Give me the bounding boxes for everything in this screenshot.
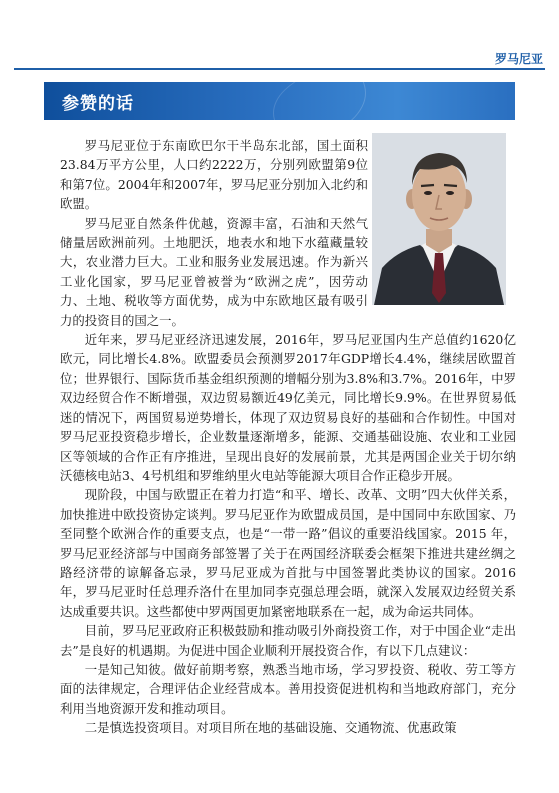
header-country-label: 罗马尼亚 — [494, 52, 543, 66]
paragraph-1: 罗马尼亚位于东南欧巴尔干半岛东北部，国土面积23.84万平方公里，人口约2222万，分别列欧盟第9位和第7位。2004年和2007年，罗马尼亚分别加入北约和欧盟。 — [60, 138, 368, 212]
paragraph-2: 罗马尼亚自然条件优越，资源丰富，石油和天然气储量居欧洲前列。土地肥沃，地表水和地下水蕴藏量较大，农业潜力巨大。工业和服务业发展迅速。作为新兴工业化国家，罗马尼亚曾被誉为“欧洲之虎”，因劳动力、土地、税收等方面优势，成为中东欧地区最有吸引力的投资目的国之一。 — [60, 215, 368, 328]
section-title: 参赞的话 — [62, 94, 134, 114]
section-banner — [44, 82, 515, 120]
paragraph-6: 一是知己知彼。做好前期考察，熟悉当地市场，学习罗投资、税收、劳工等方面的法律规定，合理评估企业经营成本。善用投资促进机构和当地政府部门，充分利用当地资源开发和推动项目。 — [60, 661, 516, 716]
paragraph-5: 目前，罗马尼亚政府正积极鼓励和推动吸引外商投资工作，对于中国企业“走出去”是良好的机遇期。为促进中国企业顺利开展投资合作，有以下几点建议： — [60, 623, 516, 658]
paragraph-7: 二是慎选投资项目。对项目所在地的基础设施、交通物流、优惠政策 — [84, 720, 457, 736]
paragraph-4: 现阶段，中国与欧盟正在着力打造“和平、增长、改革、文明”四大伙伴关系，加快推进中欧投资协定谈判。罗马尼亚作为欧盟成员国，是中国同中东欧国家、乃至同整个欧洲合作的重要支点，也是“一带一路”倡议的重要沿线国家。2015 年，罗马尼亚经济部与中国商务部签署了关于在两国经济联委会框架下推进共建丝绸之路经济带的谅解备忘录，罗马尼亚成为首批与中国签署此类协议的国家。2016 年，罗马尼亚时任总理乔洛什在里加同李克强总理会晤，就深入发展双边经贸关系达成重要共识。这些都使中罗两国更加紧密地联系在一起，成为命运共同体。 — [60, 487, 516, 619]
paragraph-3: 近年来，罗马尼亚经济迅速发展，2016年，罗马尼亚国内生产总值约1620亿欧元，同比增长4.8%。欧盟委员会预测罗2017年GDP增长4.4%，继续居欧盟首位；世界银行、国际货币基金组织预测的增幅分别为3.8%和3.7%。2016年，中罗双边经贸合作不断增强，双边贸易额近49亿美元，同比增长9.9%。在世界贸易低迷的情况下，两国贸易逆势增长，体现了双边贸易良好的基础和合作韧性。中国对罗马尼亚投资稳步增长，企业数量逐渐增多，能源、交通基础设施、农业和工业园区等领域的合作正有序推进，呈现出良好的发展前景，尤其是两国企业关于切尔纳沃德核电站3、4号机组和罗维纳里火电站等能源大项目合作正稳步开展。 — [60, 332, 516, 483]
header-rule — [14, 68, 545, 70]
article-body — [60, 136, 516, 738]
